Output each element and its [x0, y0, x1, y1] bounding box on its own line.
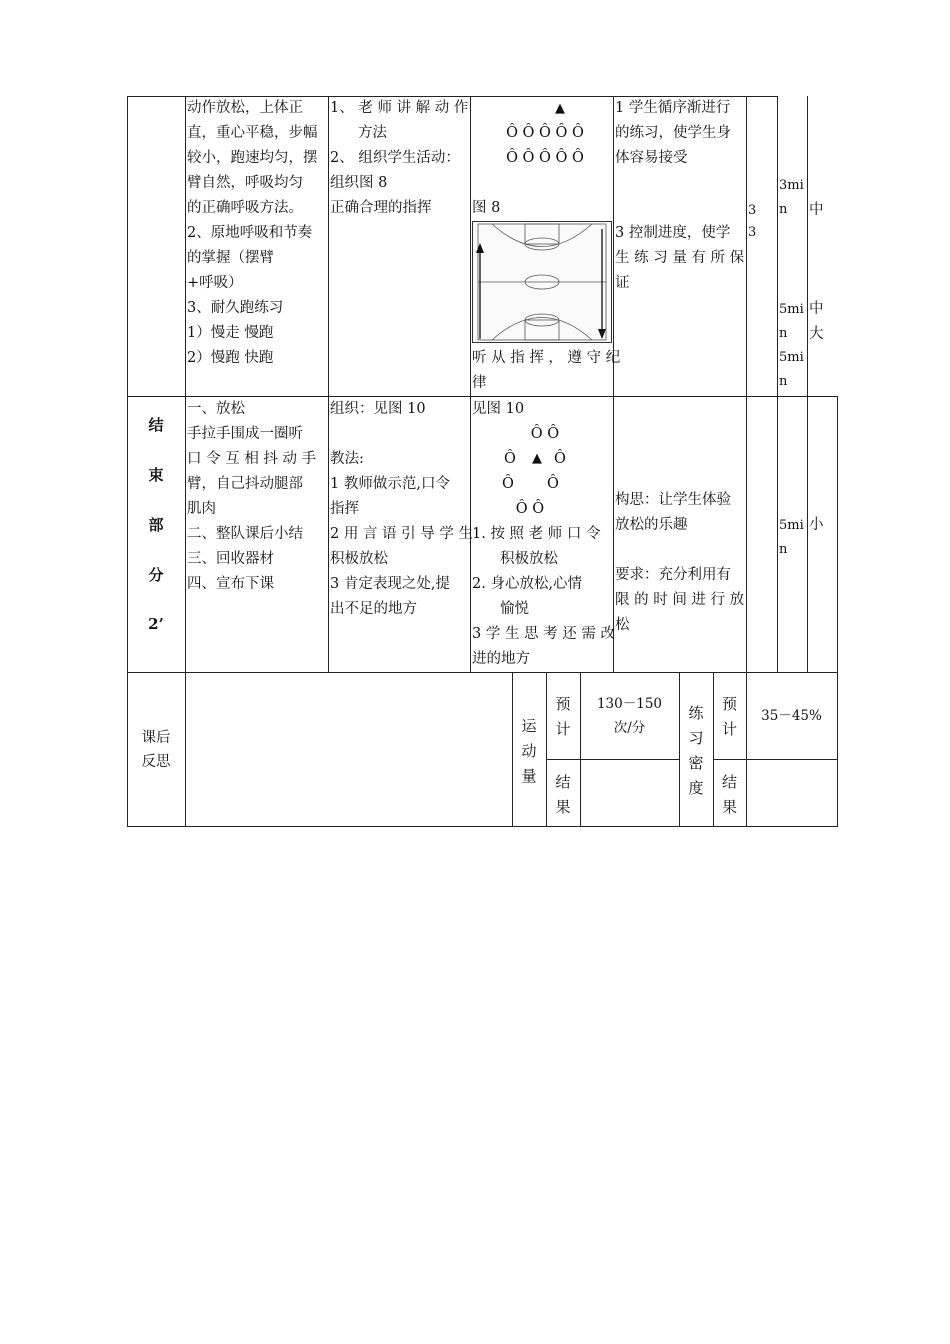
- teacher-line: 方法: [358, 125, 387, 141]
- planned-char: 计: [721, 720, 737, 738]
- teacher-line: 组织图 8: [330, 175, 388, 191]
- circle-formation-student: Ô: [547, 476, 559, 492]
- content-line: 2）慢跑 快跑: [187, 350, 274, 366]
- design-line: 的练习，使学生身: [615, 125, 731, 141]
- content-line: 手拉手围成一圈听: [187, 426, 303, 442]
- result-char: 果: [555, 798, 571, 816]
- section-char: 部: [148, 516, 164, 534]
- design-line: 松: [615, 617, 630, 633]
- figure-label: 见图 10: [472, 401, 525, 417]
- design-line: 生 练 习 量 有 所 保: [615, 250, 745, 266]
- section-char: 分: [148, 566, 164, 584]
- count-value: 3: [748, 225, 757, 240]
- circle-formation-student: Ô: [554, 451, 566, 467]
- result-char: 结: [555, 773, 571, 791]
- teacher-triangle-icon: ▲: [532, 451, 542, 466]
- student-line: 3 学 生 思 考 还 需 改: [472, 626, 615, 642]
- heart-rate-unit: 次/分: [613, 720, 646, 736]
- content-line: 1）慢走 慢跑: [187, 325, 274, 341]
- teacher-line: 3 肯定表现之处,提: [330, 576, 450, 592]
- teacher-line: 积极放松: [330, 551, 388, 567]
- density-char: 习: [688, 729, 704, 747]
- design-line: 体容易接受: [615, 150, 688, 166]
- intensity-value: 大: [809, 326, 824, 342]
- teacher-line: 2、 组织学生活动：: [330, 150, 460, 166]
- content-line: 的正确呼吸方法。: [187, 200, 303, 216]
- density-char: 度: [688, 779, 704, 797]
- teacher-line: 1 教师做示范,口令: [330, 476, 450, 492]
- time-value: 5mi: [779, 350, 804, 365]
- intensity-value: 中: [809, 202, 824, 218]
- content-line: 较小，跑速均匀，摆: [187, 150, 318, 166]
- time-value: 5mi: [779, 302, 804, 317]
- content-line: 2、原地呼吸和节奏: [187, 225, 313, 241]
- content-line: 动作放松，上体正: [187, 100, 303, 116]
- planned-char: 预: [555, 695, 571, 713]
- content-line: 二、整队课后小结: [187, 526, 303, 542]
- design-line: 证: [615, 275, 630, 291]
- student-formation-row: Ô Ô Ô Ô Ô: [506, 125, 584, 141]
- student-formation-row: Ô Ô Ô Ô Ô: [506, 150, 584, 166]
- basketball-court-diagram: [472, 221, 612, 343]
- teacher-line: 正确合理的指挥: [330, 200, 432, 216]
- content-line: 臂，自己抖动腿部: [187, 476, 303, 492]
- exercise-load-char: 量: [521, 767, 537, 785]
- student-line: 律: [472, 375, 487, 391]
- content-line: 直，重心平稳，步幅: [187, 125, 318, 141]
- time-value: n: [779, 202, 788, 217]
- intensity-value: 小: [809, 517, 824, 533]
- exercise-load-char: 动: [521, 742, 537, 760]
- figure-label: 图 8: [472, 200, 501, 216]
- student-line: 1. 按 照 老 师 口 令: [472, 526, 601, 542]
- teacher-triangle-icon: ▲: [555, 101, 565, 116]
- teacher-line: 1、 老 师 讲 解 动 作: [330, 100, 469, 116]
- content-line: +呼吸）: [187, 275, 243, 291]
- design-line: 1 学生循序渐进行: [615, 100, 731, 116]
- intensity-value: 中: [809, 301, 824, 317]
- content-line: 一、放松: [187, 401, 245, 417]
- time-value: n: [779, 542, 788, 557]
- student-line: 愉悦: [500, 601, 529, 617]
- section-char: 2’: [148, 615, 164, 633]
- content-line: 口 令 互 相 抖 动 手: [187, 451, 317, 467]
- section-char: 束: [148, 466, 164, 484]
- section-char: 结: [148, 416, 164, 434]
- density-char: 练: [688, 704, 704, 722]
- time-value: n: [779, 374, 788, 389]
- circle-formation-bottom: Ô Ô: [515, 501, 545, 517]
- teacher-line: 教法:: [330, 451, 364, 467]
- teacher-line: 出不足的地方: [330, 601, 417, 617]
- result-char: 果: [721, 798, 737, 816]
- design-line: 3 控制进度，使学: [615, 225, 731, 241]
- circle-formation-student: Ô: [502, 476, 514, 492]
- design-line: 限 的 时 间 进 行 放: [615, 592, 745, 608]
- teacher-line: 指挥: [330, 501, 359, 517]
- content-line: 三、回收器材: [187, 551, 274, 567]
- student-line: 进的地方: [472, 651, 530, 667]
- time-value: n: [779, 326, 788, 341]
- planned-char: 预: [721, 695, 737, 713]
- time-value: 3mi: [779, 178, 804, 193]
- circle-formation-student: Ô: [504, 451, 516, 467]
- content-line: 四、宣布下课: [187, 576, 274, 592]
- teacher-line: 2 用 言 语 引 导 学 生: [330, 526, 473, 542]
- design-line: 放松的乐趣: [615, 517, 688, 533]
- reflection-label-line: 课后: [141, 730, 171, 746]
- teacher-line: 组织：见图 10: [330, 401, 426, 417]
- reflection-label-line: 反思: [141, 754, 171, 770]
- heart-rate-range: 130－150: [596, 696, 663, 712]
- content-line: 的掌握（摆臂: [187, 250, 274, 266]
- design-line: 构思：让学生体验: [615, 492, 731, 508]
- density-value: 35－45%: [761, 708, 822, 724]
- planned-char: 计: [555, 720, 571, 738]
- student-line: 听 从 指 挥 ， 遵 守 纪: [472, 350, 621, 366]
- content-line: 3、耐久跑练习: [187, 300, 284, 316]
- exercise-load-char: 运: [521, 717, 537, 735]
- count-value: 3: [748, 203, 757, 218]
- design-line: 要求：充分利用有: [615, 567, 731, 583]
- content-line: 臂自然，呼吸均匀: [187, 175, 303, 191]
- density-char: 密: [688, 754, 704, 772]
- content-line: 肌肉: [187, 501, 216, 517]
- result-char: 结: [721, 773, 737, 791]
- student-line: 积极放松: [500, 551, 558, 567]
- time-value: 5mi: [779, 518, 804, 533]
- student-line: 2. 身心放松,心情: [472, 576, 583, 592]
- circle-formation-top: Ô Ô: [530, 426, 560, 442]
